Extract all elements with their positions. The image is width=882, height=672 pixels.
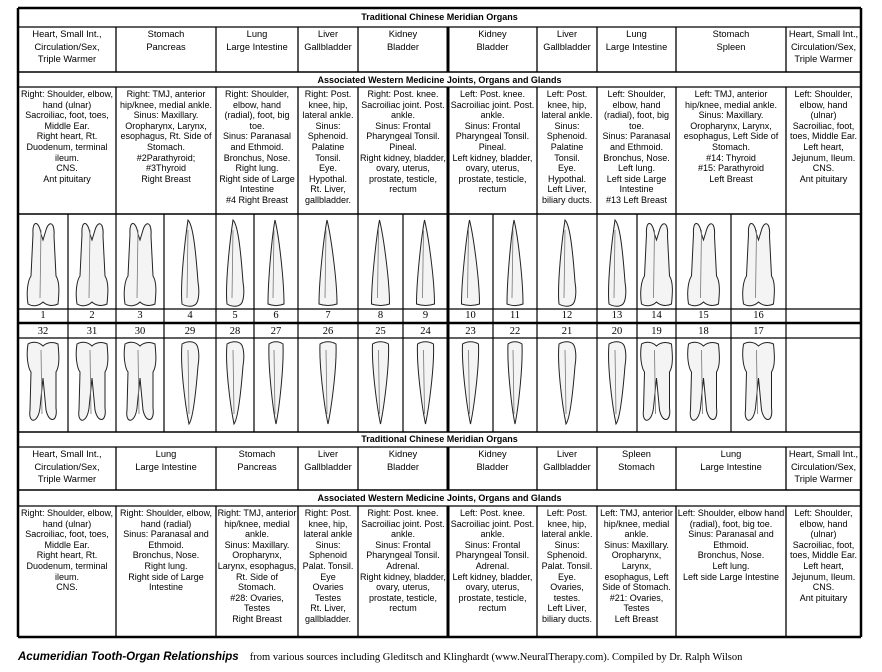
lower-organ-cell-3: Stomach Pancreas [237, 449, 277, 472]
lower-tooth-drawing-7 [320, 342, 336, 424]
lower-western-cell-6: Left: Post. knee. Sacroiliac joint. Post. ankle. Sinus: Frontal Pharyngeal Tonsil. Adrenal. Left kidney, bladder, ovary, uterus, prostate, testicle, rectum [450, 508, 535, 614]
upper-tooth-number-10: 10 [465, 310, 476, 321]
lower-tooth-number-31: 31 [86, 326, 98, 337]
lower-organ-cell-10: Heart, Small Int., Circulation/Sex, Triple Warmer [788, 449, 859, 484]
upper-organ-cell-2: Stomach Pancreas [146, 29, 186, 52]
upper-organ-cell-1: Heart, Small Int., Circulation/Sex, Triple Warmer [32, 29, 102, 64]
upper-tooth-number-14: 14 [651, 310, 662, 321]
upper-tooth-drawing-3 [124, 224, 156, 306]
lower-organ-cell-5: Kidney Bladder [386, 449, 420, 472]
lower-western-cell-2: Right: Shoulder, elbow, hand (radial) Sinus: Paranasal and Ethmoid. Bronchus, Nose. Right lung. Right side of Large Intestine [119, 508, 213, 593]
upper-western-cell-2: Right: TMJ, anterior hip/knee, medial ankle. Sinus: Maxillary. Oropharynx, Larynx, esophagus, Rt. Side of Stomach. #2Parathyroid; #3Thyroid Right Breast [119, 89, 213, 184]
lower-western-cell-7: Left: Post. knee, hip, lateral ankle. Sinus: Sphenoid. Palat. Tonsil. Eye. Ovaries, testes. Left Liver, biliary ducts. [541, 508, 593, 624]
upper-tooth-number-7: 7 [325, 310, 331, 321]
lower-tooth-drawing-2 [76, 342, 108, 420]
lower-tooth-drawing-1 [27, 342, 59, 420]
lower-western-cell-3: Right: TMJ, anterior hip/knee, medial ankle. Sinus: Maxillary. Oropharynx, Larynx, esophagus, Rt. Side of Stomach. #28: Ovaries, Testes Right Breast [217, 508, 297, 624]
upper-organ-cell-3: Lung Large Intestine [226, 29, 288, 52]
upper-tooth-number-5: 5 [232, 310, 238, 321]
lower-organ-cell-7: Liver Gallbladder [543, 449, 591, 472]
lower-tooth-drawing-14 [641, 342, 673, 420]
lower-tooth-drawing-16 [743, 342, 775, 420]
lower-tooth-drawing-12 [559, 342, 576, 424]
lower-tooth-number-30: 30 [134, 326, 146, 337]
upper-tooth-number-4: 4 [187, 310, 193, 321]
lower-tooth-drawing-10 [462, 342, 478, 424]
lower-tooth-drawing-3 [124, 342, 156, 420]
upper-tooth-drawing-12 [559, 220, 576, 306]
lower-tooth-drawing-8 [372, 342, 388, 424]
lower-tooth-drawing-4 [182, 342, 199, 424]
upper-western-cell-1: Right: Shoulder, elbow, hand (ulnar) Sacroiliac, foot, toes, Middle Ear. Right heart, Rt. Duodenum, terminal ileum. CNS. Ant pituitary [20, 89, 114, 184]
lower-organ-cell-1: Heart, Small Int., Circulation/Sex, Triple Warmer [32, 449, 102, 484]
lower-tooth-number-18: 18 [698, 326, 709, 337]
upper-organ-cell-8: Lung Large Intestine [605, 29, 668, 52]
lower-western-cell-5: Right: Post. knee. Sacroiliac joint. Post. ankle. Sinus: Frontal Pharyngeal Tonsil. Adrenal. Right kidney, bladder, ovary, uterus, prostate, testicle, rectum [360, 508, 446, 614]
lower-western-cell-8: Left: TMJ, anterior hip/knee, medial ankle. Sinus: Maxillary. Oropharynx, Larynx, esophagus, Left Side of Stomach. #21: Ovaries, Testes Left Breast [600, 508, 673, 624]
lower-tooth-number-17: 17 [753, 326, 764, 337]
upper-tooth-drawing-6 [268, 220, 284, 306]
upper-tooth-number-2: 2 [89, 310, 95, 321]
footer [18, 651, 878, 663]
upper-western-title: Associated Western Medicine Joints, Organs and Glands [317, 75, 562, 85]
upper-tooth-drawing-8 [372, 220, 390, 306]
lower-tooth-number-23: 23 [465, 326, 476, 337]
lower-organ-cell-2: Lung Large Intestine [135, 449, 197, 472]
upper-tooth-drawing-13 [609, 220, 626, 306]
upper-tooth-number-9: 9 [422, 310, 429, 321]
upper-western-cell-6: Left: Post. knee. Sacroiliac joint. Post. ankle. Sinus: Frontal Pharyngeal Tonsil. Pineal. Left kidney, bladder, ovary, uterus, prostate, testicle, rectum [450, 89, 535, 195]
lower-tooth-number-20: 20 [611, 326, 623, 337]
lower-tooth-number-22: 22 [509, 326, 521, 337]
upper-tooth-drawing-14 [641, 224, 673, 306]
lower-western-cell-10: Left: Shoulder, elbow, hand (ulnar) Sacroiliac, foot, toes, Middle Ear. Left heart, Jejunum, Ileum. CNS. Ant pituitary [789, 508, 858, 603]
lower-meridian-title: Traditional Chinese Meridian Organs [361, 434, 518, 444]
upper-tooth-drawing-11 [507, 220, 523, 306]
upper-tooth-drawing-5 [227, 220, 244, 306]
upper-tooth-number-16: 16 [753, 310, 764, 321]
lower-western-cell-9: Left: Shoulder, elbow hand (radial), foot, big toe. Sinus: Paranasal and Ethmoid. Bronchus, Nose. Left lung. Left side Large Intestine [677, 508, 785, 582]
upper-organ-cell-7: Liver Gallbladder [543, 29, 591, 52]
upper-tooth-drawing-15 [688, 224, 720, 306]
upper-tooth-drawing-7 [319, 220, 337, 306]
lower-tooth-drawing-6 [269, 342, 283, 424]
lower-tooth-number-21: 21 [561, 326, 573, 337]
upper-tooth-number-3: 3 [137, 310, 143, 321]
upper-tooth-number-8: 8 [377, 310, 384, 321]
upper-western-cell-5: Right: Post. knee. Sacroiliac joint. Post. ankle. Sinus: Frontal Pharyngeal Tonsil. Pineal. Right kidney, bladder, ovary, uterus, prostate, testicle, rectum [360, 89, 446, 195]
lower-tooth-number-19: 19 [651, 326, 662, 337]
upper-tooth-number-12: 12 [561, 310, 573, 321]
upper-organ-cell-5: Kidney Bladder [386, 29, 420, 52]
upper-tooth-drawing-16 [743, 224, 775, 306]
upper-tooth-number-11: 11 [509, 310, 521, 321]
upper-tooth-drawing-10 [462, 220, 480, 306]
lower-western-title: Associated Western Medicine Joints, Organs and Glands [317, 493, 562, 503]
lower-organ-cell-9: Lung Large Intestine [700, 449, 762, 472]
upper-organ-cell-10: Heart, Small Int., Circulation/Sex, Triple Warmer [788, 29, 859, 64]
upper-meridian-title: Traditional Chinese Meridian Organs [361, 12, 518, 22]
lower-organ-cell-4: Liver Gallbladder [304, 449, 352, 472]
upper-western-cell-7: Left: Post. knee, hip, lateral ankle. Sinus: Sphenoid. Palatine Tonsil. Eye. Hypothal. Left Liver, biliary ducts. [541, 89, 593, 205]
lower-tooth-drawing-5 [227, 342, 244, 424]
lower-western-cell-1: Right: Shoulder, elbow, hand (ulnar) Sacroiliac, foot, toes, Middle Ear. Right heart, Rt. Duodenum, terminal ileum. CNS. [20, 508, 114, 593]
upper-western-cell-8: Left: Shoulder, elbow, hand (radial), foot, big toe. Sinus: Paranasal and Ethmoid. Bronchus, Nose. Left lung. Left side Large Intestine #13 Left Breast [602, 89, 671, 205]
lower-tooth-number-29: 29 [184, 326, 196, 337]
upper-tooth-drawing-1 [27, 224, 59, 306]
upper-western-cell-10: Left: Shoulder, elbow, hand (ulnar) Sacroiliac, foot, toes, Middle Ear. Left heart, Jejunum, Ileum. CNS. Ant pituitary [789, 89, 858, 184]
lower-tooth-number-28: 28 [229, 326, 241, 337]
upper-tooth-number-1: 1 [40, 310, 46, 321]
upper-tooth-number-15: 15 [698, 310, 709, 321]
upper-tooth-drawing-2 [76, 224, 108, 306]
footer-title: Acumeridian Tooth-Organ Relationships [18, 651, 239, 663]
lower-tooth-drawing-15 [688, 342, 720, 420]
lower-organ-cell-8: Spleen Stomach [618, 449, 655, 472]
footer-subtitle: from various sources including Gleditsch and Klinghardt (www.NeuralTherapy.com). Compiled by Dr. Ralph Wilson [249, 652, 743, 663]
upper-organ-cell-4: Liver Gallbladder [304, 29, 352, 52]
lower-tooth-drawing-11 [508, 342, 522, 424]
lower-tooth-number-26: 26 [322, 326, 334, 337]
lower-tooth-drawing-13 [609, 342, 626, 424]
upper-tooth-number-6: 6 [273, 310, 279, 321]
upper-organ-cell-9: Stomach Spleen [712, 29, 750, 52]
upper-western-cell-4: Right: Post. knee, hip, lateral ankle. Sinus: Sphenoid. Palatine Tonsil. Eye. Hypothal. Rt. Liver, gallbladder. [302, 89, 354, 205]
upper-tooth-drawing-4 [182, 220, 199, 306]
upper-tooth-number-13: 13 [611, 310, 623, 321]
upper-tooth-drawing-9 [417, 220, 435, 306]
lower-tooth-drawing-9 [417, 342, 433, 424]
lower-tooth-number-32: 32 [37, 326, 49, 337]
lower-tooth-number-24: 24 [420, 326, 431, 337]
upper-western-cell-3: Right: Shoulder, elbow, hand (radial), foot, big toe. Sinus: Paranasal and Ethmoid. Bronchus, Nose. Right lung. Right side of Large Intestine #4 Right Breast [219, 89, 295, 205]
lower-tooth-number-27: 27 [270, 326, 282, 337]
lower-tooth-number-25: 25 [375, 326, 386, 337]
upper-western-cell-9: Left: TMJ, anterior hip/knee, medial ankle. Sinus: Maxillary. Oropharynx, Larynx, esophagus, Left Side of Stomach. #14: Thyroid #15: Parathyroid Left Breast [683, 89, 779, 184]
lower-western-cell-4: Right: Post. knee, hip, lateral ankle Sinus: Sphenoid Palat. Tonsil. Eye Ovaries Testes Rt. Liver, gallbladder. [302, 508, 354, 624]
lower-organ-cell-6: Kidney Bladder [476, 449, 509, 472]
upper-organ-cell-6: Kidney Bladder [476, 29, 509, 52]
